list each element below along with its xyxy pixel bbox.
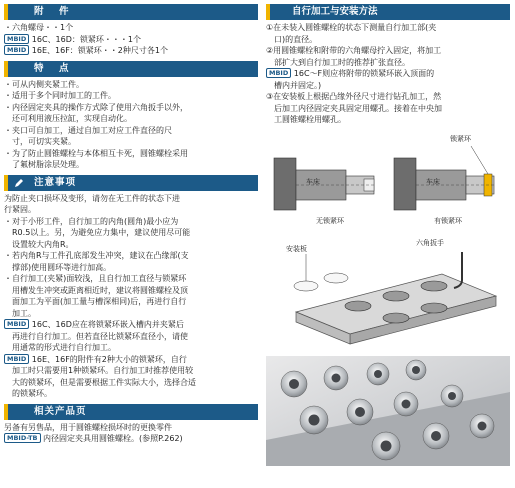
line-text: ③在安装板上根据凸缘外径尺寸进行钻孔加工，然 bbox=[266, 92, 442, 101]
install-header: 自行加工与安装方法 bbox=[266, 4, 510, 20]
line-text: 后加工内径固定夹具固定用螺孔。接着在中央加 bbox=[266, 103, 442, 113]
text-line bbox=[4, 204, 258, 216]
lathe-diagram-svg bbox=[266, 130, 510, 230]
notes-list bbox=[4, 193, 258, 400]
text-line bbox=[266, 114, 510, 126]
accessories-header: 附 件 bbox=[4, 4, 258, 20]
lock-ring-label: 锁紧环 bbox=[450, 134, 471, 143]
line-text: 内径固定夹具用圆锥螺栓。(参照P.262) bbox=[43, 434, 183, 443]
text-line bbox=[4, 262, 258, 274]
line-text: ・六角螺母・・1个 bbox=[4, 23, 74, 32]
text-line bbox=[266, 57, 510, 69]
text-line bbox=[4, 342, 258, 354]
left-column bbox=[4, 4, 258, 445]
text-line bbox=[4, 354, 258, 366]
text-line bbox=[266, 80, 510, 92]
text-line bbox=[266, 45, 510, 57]
text-line bbox=[4, 45, 258, 57]
text-line bbox=[266, 22, 510, 34]
model-badge: MBID-TB bbox=[4, 433, 41, 443]
mount-diagram bbox=[266, 234, 510, 352]
text-line: ・为了防止圆锥螺栓与本体相互卡死，圆锥螺栓采用 bbox=[4, 148, 188, 158]
text-line bbox=[4, 365, 258, 377]
text-line bbox=[4, 319, 258, 331]
line-text: R0.5以上。另，为避免应力集中，建议使用尽可能 bbox=[4, 228, 191, 237]
model-badge: MBID bbox=[4, 319, 29, 329]
text-line bbox=[266, 34, 510, 46]
model-badge: MBID bbox=[4, 45, 29, 55]
pencil-icon bbox=[14, 178, 24, 194]
text-line: ・适用于多个同时加工的工件。 bbox=[4, 91, 116, 100]
line-text: ・对于小形工件，自行加工的内角(圆角)最小应为 bbox=[4, 216, 179, 226]
line-text: 16C、16D：锁紧环・・・1个 bbox=[31, 34, 141, 44]
line-text: 16E、16F：锁紧环・・2种尺寸各1个 bbox=[31, 46, 168, 55]
text-line: 了氟树脂涂层处理。 bbox=[4, 160, 84, 169]
related-header: 相关产品页 bbox=[4, 404, 258, 420]
line-text: 另备有另售品，用于圆锥螺栓损坏时的更换零件 bbox=[4, 422, 172, 432]
text-line bbox=[4, 216, 258, 228]
text-line: 还可利用液压拉缸，实现自动化。 bbox=[4, 114, 132, 123]
text-line bbox=[4, 331, 258, 343]
text-line bbox=[4, 250, 258, 262]
with-ring-caption: 有锁紧环 bbox=[434, 216, 462, 225]
line-text: ・自行加工(夹紧)面较浅，且自行加工直径与锁紧环 bbox=[4, 274, 187, 283]
line-text: 16C～F则应将附带的锁紧环嵌入顶面的 bbox=[293, 69, 435, 78]
text-line bbox=[266, 68, 510, 80]
features-list bbox=[4, 79, 258, 171]
product-photo bbox=[266, 356, 510, 466]
line-text: 工圆锥螺栓用螺孔。 bbox=[266, 115, 346, 124]
text-line bbox=[4, 296, 258, 308]
no-ring-caption: 无锁紧环 bbox=[316, 216, 344, 225]
line-text: 16E、16F的附件有2种大小的锁紧环，自行 bbox=[31, 354, 187, 364]
line-text: 大的锁紧环，但是需要根据工件实际大小，选择合适 bbox=[4, 377, 196, 387]
text-line bbox=[4, 34, 258, 46]
text-line bbox=[4, 193, 258, 205]
line-text: 槽内并固定。) bbox=[266, 80, 322, 90]
text-line bbox=[4, 308, 258, 320]
text-line bbox=[4, 433, 258, 445]
text-line bbox=[266, 103, 510, 115]
features-header: 特 点 bbox=[4, 61, 258, 77]
line-text: 部扩大到自行加工时的推荐扩张直径。 bbox=[266, 57, 410, 67]
text-line bbox=[266, 91, 510, 103]
text-line bbox=[4, 227, 258, 239]
product-photo-svg bbox=[266, 356, 510, 466]
hex-wrench-label: 六角扳手 bbox=[416, 238, 444, 247]
line-text: 面加工为平面(加工量与槽深相同)后，再进行自行 bbox=[4, 297, 187, 306]
line-text: 16C、16D应在将锁紧环嵌入槽内并夹紧后 bbox=[31, 320, 184, 329]
model-badge: MBID bbox=[266, 68, 291, 78]
line-text: 加工时只需要用1种锁紧环。自行加工时推荐使用较 bbox=[4, 366, 194, 375]
line-text: 为防止夹口损坏及变形，请勿在无工件的状态下进 bbox=[4, 193, 180, 203]
model-badge: MBID bbox=[4, 34, 29, 44]
line-text: 的锁紧环。 bbox=[4, 389, 52, 398]
text-line: ・内径固定夹具的操作方式除了使用六角扳手以外， bbox=[4, 102, 188, 112]
text-line bbox=[4, 22, 258, 34]
line-text: 设置较大内角R。 bbox=[4, 239, 74, 249]
text-line bbox=[4, 422, 258, 434]
line-text: 再进行自行加工。但若直径比锁紧环直径小，请使 bbox=[4, 331, 188, 341]
line-text: 用通常的形式进行自行加工。 bbox=[4, 343, 116, 352]
text-line: ・夹口可自加工，通过自加工对应工件直径的尺 bbox=[4, 125, 172, 135]
mount-plate-label: 安装板 bbox=[286, 244, 307, 253]
text-line: ・可从内侧夹紧工件。 bbox=[4, 79, 84, 89]
text-line bbox=[4, 273, 258, 285]
line-text: ・若内角R与工件孔底部发生冲突，建议在凸缘部(支 bbox=[4, 251, 189, 260]
line-text: 撑部)使用圆环等进行加高。 bbox=[4, 262, 112, 272]
right-column bbox=[266, 4, 510, 466]
lathe-label-right: 车床 bbox=[426, 177, 440, 186]
text-line bbox=[4, 285, 258, 297]
model-badge: MBID bbox=[4, 354, 29, 364]
line-text: 加工。 bbox=[4, 308, 36, 318]
line-text: 口)的直径。 bbox=[266, 34, 318, 44]
line-text: ①在未装入圆锥螺栓的状态下测量自行加工部(夹 bbox=[266, 23, 437, 32]
accessories-list bbox=[4, 22, 258, 57]
related-list bbox=[4, 422, 258, 445]
text-line bbox=[4, 388, 258, 400]
line-text: 行紧固。 bbox=[4, 205, 36, 214]
lathe-label-left: 车床 bbox=[306, 177, 320, 186]
line-text: 用槽发生冲突或距离相近时，建议将圆锥螺栓及顶 bbox=[4, 285, 188, 295]
text-line: 寸，可切实夹紧。 bbox=[4, 137, 76, 146]
text-line bbox=[4, 377, 258, 389]
lathe-diagram bbox=[266, 130, 510, 230]
notes-header: 注意事项 bbox=[4, 175, 258, 191]
steps-list bbox=[266, 22, 510, 126]
line-text: ②用圆锥螺栓和附带的六角螺母拧入固定，将加工 bbox=[266, 46, 442, 55]
text-line bbox=[4, 239, 258, 251]
